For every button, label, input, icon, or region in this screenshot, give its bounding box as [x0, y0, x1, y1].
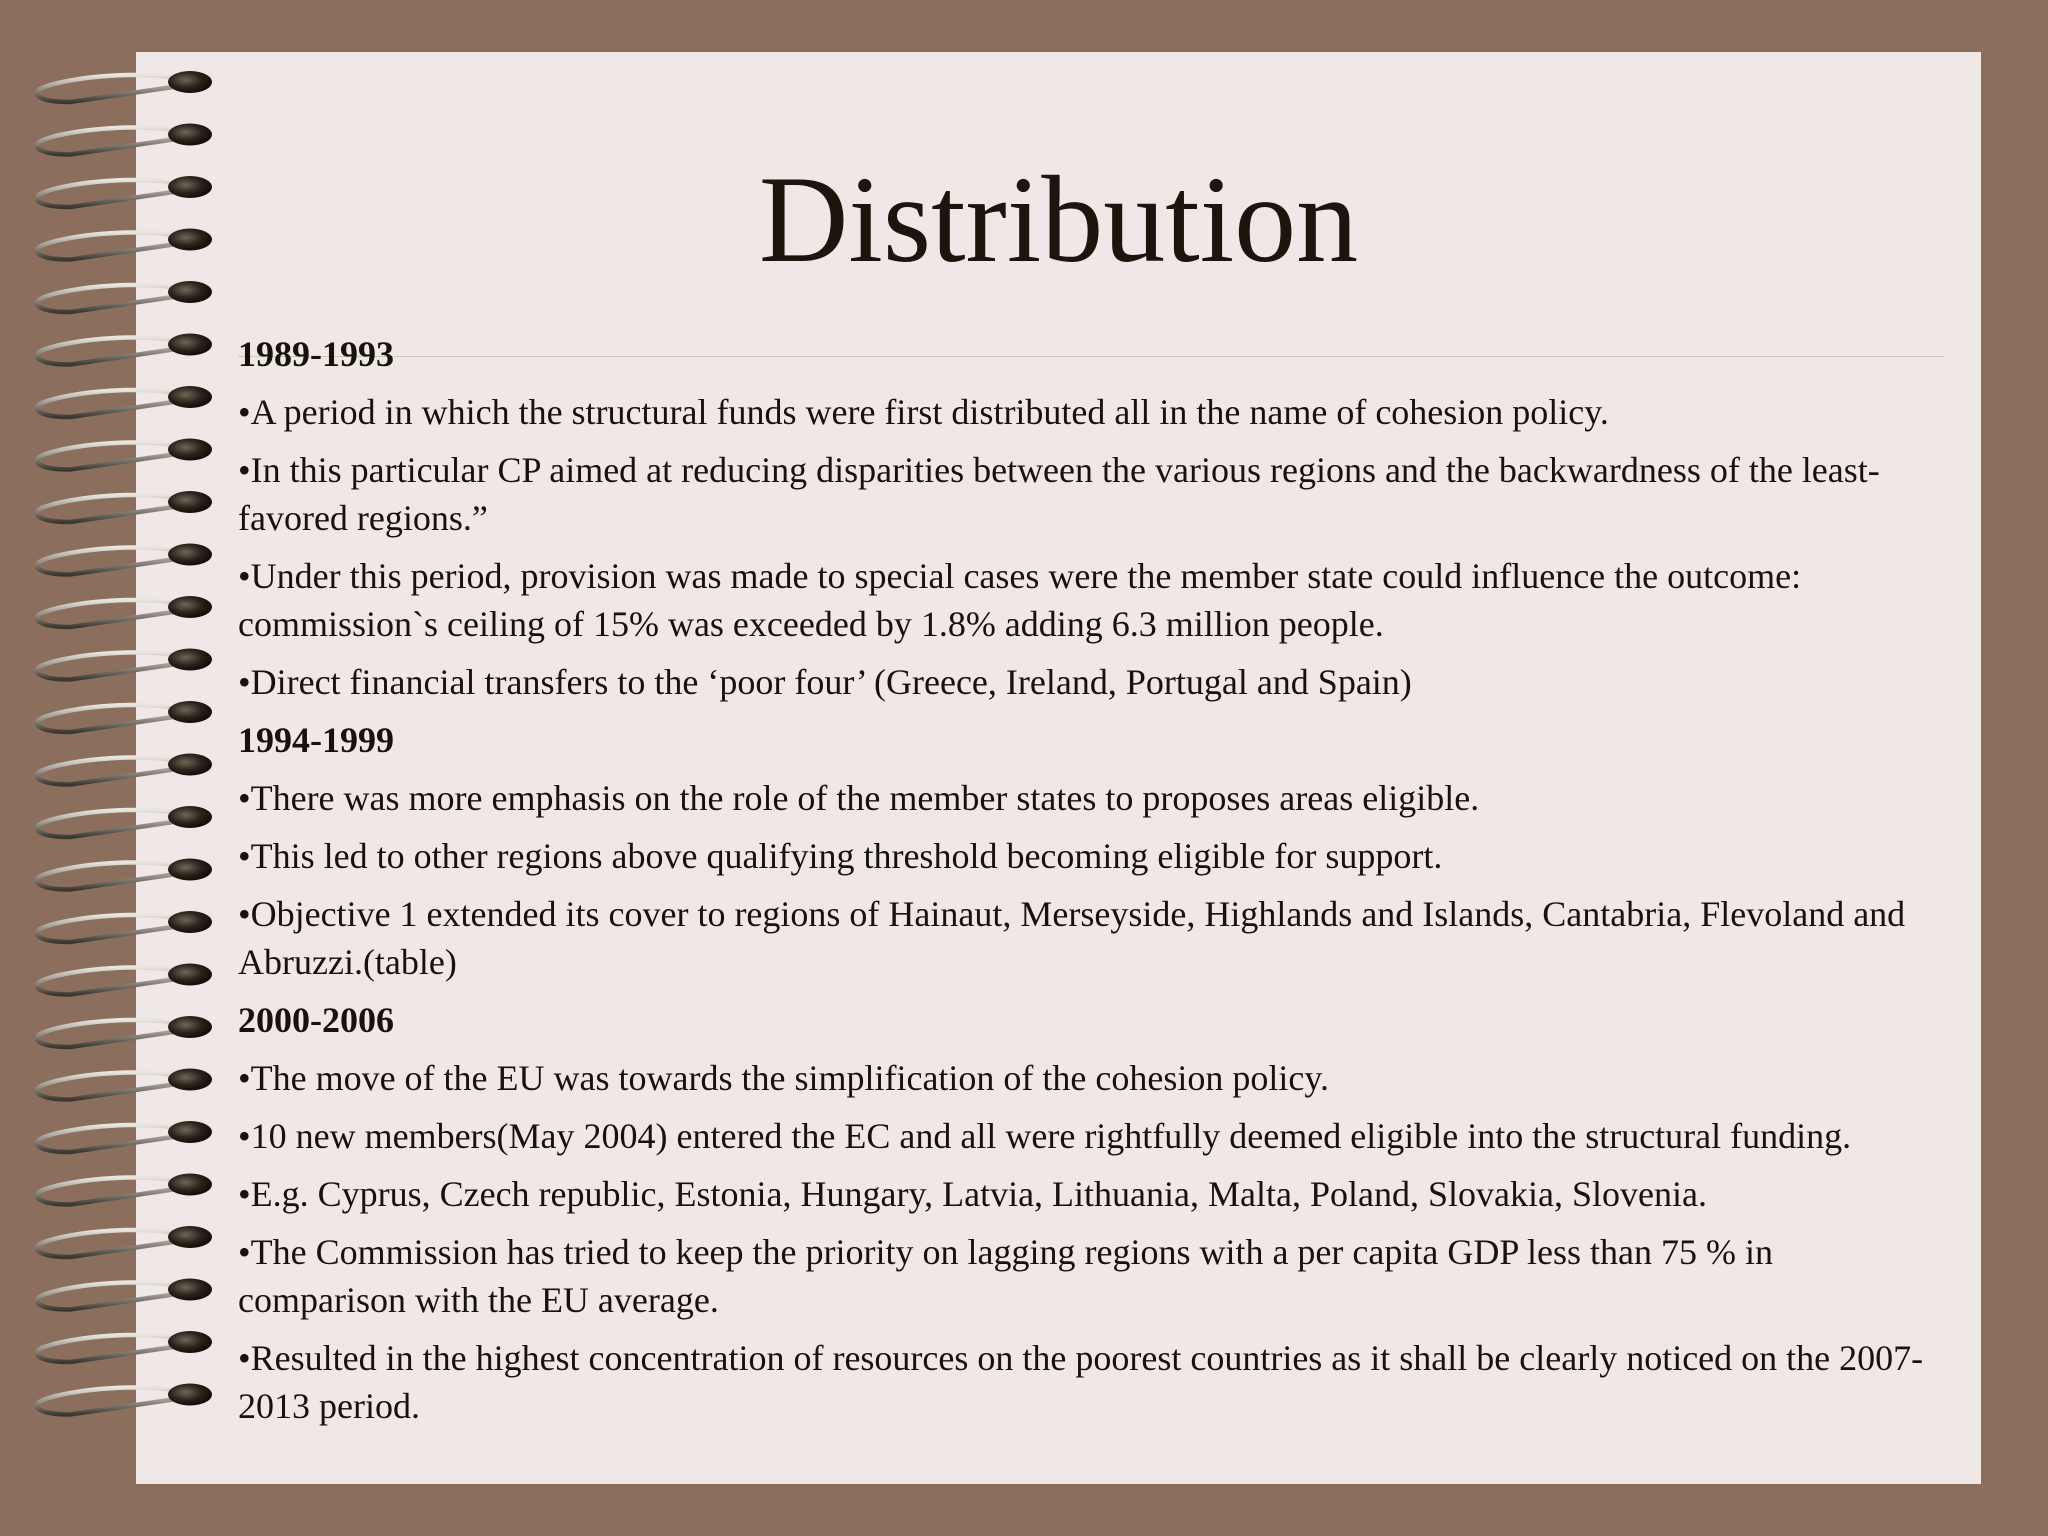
bullet-item: •10 new members(May 2004) entered the EC and all were rightfully deemed eligible into the structural funding. — [238, 1116, 1852, 1156]
period-heading: 1989-1993 — [238, 334, 394, 374]
bullet-item: •This led to other regions above qualifying threshold becoming eligible for support. — [238, 836, 1443, 876]
bullet-item: •Direct financial transfers to the ‘poor four’ (Greece, Ireland, Portugal and Spain) — [238, 662, 1412, 702]
spiral-ring — [37, 1016, 212, 1047]
bullet-item: •The Commission has tried to keep the priority on lagging regions with a per capita GDP less than 75 % in comparison with the EU average. — [238, 1232, 1773, 1320]
bullet-item: •There was more emphasis on the role of the member states to proposes areas eligible. — [238, 778, 1480, 818]
spiral-ring — [37, 649, 212, 680]
spiral-ring — [37, 1279, 212, 1310]
bullet-item: •A period in which the structural funds were first distributed all in the name of cohesion policy. — [238, 392, 1609, 432]
spiral-ring — [37, 1331, 212, 1362]
spiral-ring — [37, 1174, 212, 1205]
spiral-ring — [37, 1384, 212, 1415]
spiral-ring — [37, 386, 212, 417]
spiral-ring — [37, 71, 212, 102]
bullet-item: •Resulted in the highest concentration of resources on the poorest countries as it shall be clearly noticed on the 2007-2013 period. — [238, 1338, 1924, 1426]
bullet-item: •Objective 1 extended its cover to regions of Hainaut, Merseyside, Highlands and Islands, Cantabria, Flevoland and Abruzzi.(table) — [238, 894, 1906, 982]
spiral-ring — [37, 491, 212, 522]
spiral-ring — [37, 1069, 212, 1100]
spiral-ring — [37, 1121, 212, 1152]
spiral-ring — [37, 806, 212, 837]
spiral-ring — [37, 1226, 212, 1257]
spiral-ring — [37, 439, 212, 470]
bullet-item: •In this particular CP aimed at reducing disparities between the various regions and the backwardness of the least-favored regions.” — [238, 450, 1880, 538]
spiral-ring — [37, 859, 212, 890]
period-heading: 2000-2006 — [238, 1000, 394, 1040]
bullet-item: •The move of the EU was towards the simplification of the cohesion policy. — [238, 1058, 1330, 1098]
spiral-ring — [37, 754, 212, 785]
period-heading: 1994-1999 — [238, 720, 394, 760]
bullet-item: •E.g. Cyprus, Czech republic, Estonia, Hungary, Latvia, Lithuania, Malta, Poland, Slovakia, Slovenia. — [238, 1174, 1707, 1214]
spiral-ring — [37, 911, 212, 942]
bullet-item: •Under this period, provision was made to special cases were the member state could influence the outcome: commission`s ceiling of 15% was exceeded by 1.8% adding 6.3 million people. — [238, 556, 1802, 644]
spiral-ring — [37, 596, 212, 627]
slide-title: Distribution — [758, 151, 1359, 288]
spiral-ring — [37, 544, 212, 575]
slide-body — [238, 330, 1938, 1440]
spiral-ring — [37, 964, 212, 995]
spiral-ring — [37, 334, 212, 365]
spiral-ring — [37, 701, 212, 732]
